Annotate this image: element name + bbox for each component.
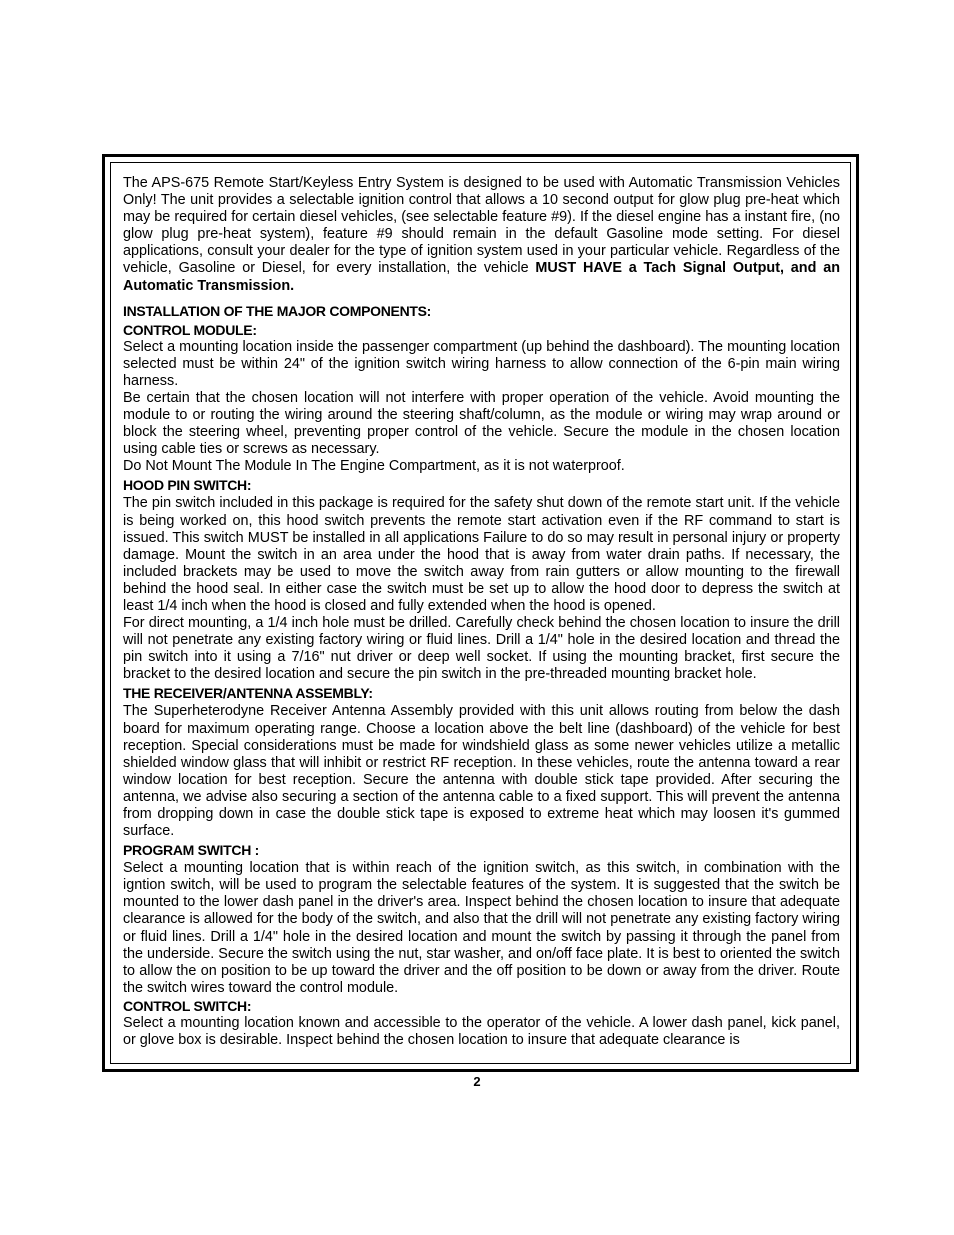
hood-pin-switch-heading: HOOD PIN SWITCH: (123, 477, 252, 494)
program-switch-heading: PROGRAM SWITCH : (123, 842, 259, 859)
control-module-paragraph-1: Select a mounting location inside the passenger compartment (up behind the dashboard). The mounting location selected must be within 24" of the ignition switch wiring harness to allow connection of the 6-pin main wiring harness. (123, 338, 840, 389)
control-module-paragraph-2: Be certain that the chosen location will not interfere with proper operation of the vehicle. Avoid mounting the module to or routing the wiring around the steering shaft/column, as the module or wiring may wrap around or block the steering wheel, preventing proper control of the vehicle. Secure the module in the chosen location using cable ties or screws as necessary. (123, 389, 840, 458)
control-module-paragraph-3: Do Not Mount The Module In The Engine Compartment, as it is not waterproof. (123, 458, 625, 475)
hood-pin-switch-paragraph-1: The pin switch included in this package is required for the safety shut down of the remote start unit. If the vehicle is being worked on, this hood switch prevents the remote start activation even if the RF command to start is issued. This switch MUST be installed in all applications Failure to do so may result in personal injury or property damage. Mount the switch in an area under the hood that is away from water drain paths. If necessary, the included brackets may be used to move the switch away from rain gutters or allow mounting to the firewall behind the hood seal. In either case the switch must be set up to allow the hood door to depress the switch at least 1/4 inch when the hood is closed and fully extended when the hood is opened. (123, 495, 840, 614)
page-border-outer (102, 154, 859, 1072)
control-switch-heading: CONTROL SWITCH: (123, 997, 252, 1014)
receiver-antenna-heading: THE RECEIVER/ANTENNA ASSEMBLY: (123, 685, 373, 702)
program-switch-paragraph-1: Select a mounting location that is within reach of the ignition switch, as this switch, in combination with the igntion switch, will be used to program the selectable features of the system. It is suggested that the switch be mounted to the lower dash panel in the driver's area. Inspect behind the chosen location to insure that adequate clearance is allowed for the body of the switch, and also that the drill will not penetrate any existing factory wiring or fluid lines. Drill a 1/4" hole in the desired location and mount the switch by passing it through the panel from the underside. Secure the switch using the nut, star washer, and on/off face plate. It is best to oriented the switch to allow the on position to be up toward the driver and the off position to be down or away from the driver. Route the switch wires toward the control module. (123, 860, 840, 996)
hood-pin-switch-paragraph-2: For direct mounting, a 1/4 inch hole must be drilled. Carefully check behind the chosen location to insure the drill will not penetrate any existing factory wiring or fluid lines. Drill a 1/4" hole in the desired location and thread the pin switch into it using a 7/16" nut driver or deep well socket. If using the mounting bracket, first secure the bracket to the desired location and secure the pin switch in the pre-threaded mounting bracket hole. (123, 615, 840, 683)
intro-paragraph (123, 175, 840, 295)
page-border-inner (110, 162, 851, 1064)
intro-bold-requirement: MUST HAVE a Tach Signal Output, and an Automatic Transmission. (123, 260, 840, 294)
installation-heading: INSTALLATION OF THE MAJOR COMPONENTS: (123, 302, 432, 319)
receiver-antenna-paragraph-1: The Superheterodyne Receiver Antenna Assembly provided with this unit allows routing from below the dash board for maximum operating range. Choose a location above the belt line (dashboard) of the vehicle for best reception. Special considerations must be made for windshield glass as some newer vehicles utilize a metallic shielded window glass that will inhibit or restrict RF reception. In these vehicles, route the antenna toward a rear window location for best reception. Secure the antenna with double stick tape provided. After securing the antenna, we advise also securing a section of the antenna cable to a fixed support. This will prevent the antenna from dropping down in case the double stick tape is exposed to extreme heat which may loosen it's gummed surface. (123, 703, 840, 840)
intro-text: The APS-675 Remote Start/Keyless Entry System is designed to be used with Automatic Transmission Vehicles Only! The unit provides a selectable ignition control that allows a 10 second output for glow plug pre-heat which may be required for certain diesel vehicles, (see selectable feature #9). If the diesel engine has a instant fire, (no glow plug pre-heat system), feature #9 should remain in the default Gasoline mode setting. For diesel applications, consult your dealer for the type of ignition system used in your particular vehicle. Regardless of the vehicle, Gasoline or Diesel, for every installation, the vehicle (123, 175, 840, 277)
page-number: 2 (473, 1074, 481, 1089)
control-module-heading: CONTROL MODULE: (123, 321, 257, 338)
control-switch-paragraph-1: Select a mounting location known and accessible to the operator of the vehicle. A lower dash panel, kick panel, or glove box is desirable. Inspect behind the chosen location to insure that adequate clearance is (123, 1014, 840, 1049)
document-body (123, 175, 840, 1049)
